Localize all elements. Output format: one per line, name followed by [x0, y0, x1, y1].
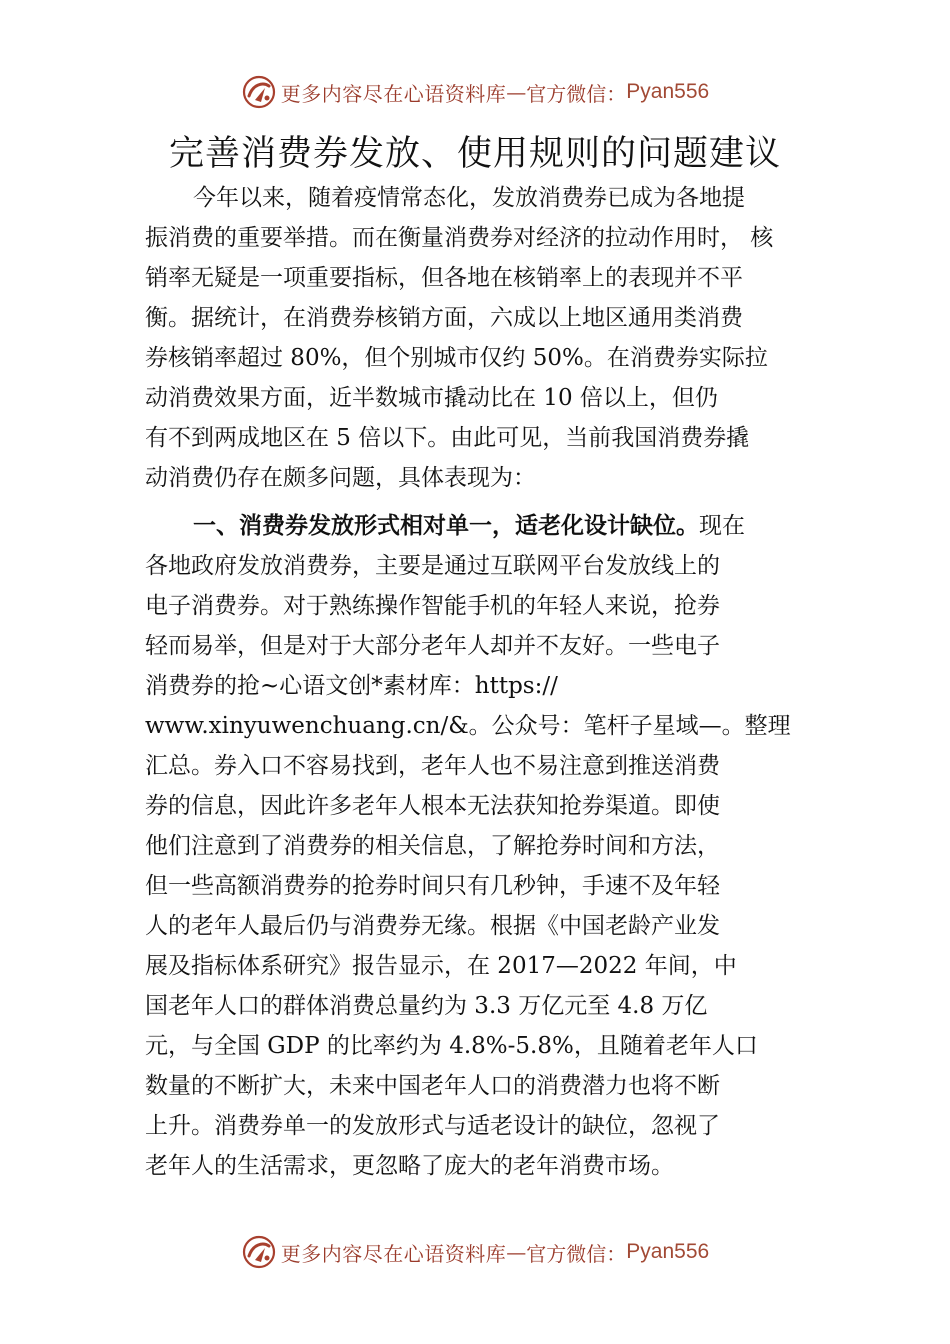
text-line: 电子消费券。对于熟练操作智能手机的年轻人来说，抢券: [145, 593, 720, 619]
text-line: 券的信息，因此许多老年人根本无法获知抢券渠道。即使: [145, 793, 720, 819]
banner-text: 更多内容尽在心语资料库: [280, 1241, 507, 1266]
text-line: 今年以来，随着疫情常态化，发放消费券已成为各地提: [193, 185, 745, 211]
paragraph-section-one: [145, 506, 835, 1186]
banner-separator: —: [506, 1240, 527, 1264]
text-line: 衡。据统计，在消费券核销方面，六成以上地区通用类消费: [145, 305, 743, 331]
text-line: [145, 506, 835, 546]
banner-wechat-id: Pyan556: [626, 1240, 710, 1263]
text-line: 动消费仍存在颇多问题，具体表现为：: [145, 465, 536, 491]
text-line: 元，与全国 GDP 的比率约为 4.8%-5.8%，且随着老年人口: [145, 1033, 758, 1059]
text-line: 汇总。券入口不容易找到，老年人也不易注意到推送消费: [145, 753, 720, 779]
document-title: 完善消费券发放、使用规则的问题建议: [168, 134, 781, 174]
text-line: 展及指标体系研究》报告显示，在 2017—2022 年间，中: [145, 953, 737, 979]
banner-wechat-label: 官方微信：: [526, 1241, 627, 1266]
header-banner: [0, 72, 950, 112]
paragraph-intro: [145, 178, 835, 498]
document-body: [145, 178, 835, 1186]
footer-banner: [0, 1232, 950, 1272]
text-line: 人的老年人最后仍与消费券无缘。根据《中国老龄产业发: [145, 913, 720, 939]
banner-separator: —: [506, 80, 527, 104]
text-line: 动消费效果方面，近半数城市撬动比在 10 倍以上，但仍: [145, 385, 718, 411]
section-text: 现在: [699, 513, 745, 539]
brand-logo-icon: [241, 74, 277, 110]
text-line: 老年人的生活需求，更忽略了庞大的老年消费市场。: [145, 1153, 674, 1179]
text-line: 国老年人口的群体消费总量约为 3.3 万亿元至 4.8 万亿: [145, 993, 708, 1019]
text-line: 消费券的抢~心语文创*素材库：https://: [145, 673, 558, 699]
text-line: 上升。消费券单一的发放形式与适老设计的缺位，忽视了: [145, 1113, 720, 1139]
text-line: 振消费的重要举措。而在衡量消费券对经济的拉动作用时， 核: [145, 225, 774, 251]
text-line: 数量的不断扩大，未来中国老年人口的消费潜力也将不断: [145, 1073, 720, 1099]
text-line: 但一些高额消费券的抢券时间只有几秒钟，手速不及年轻: [145, 873, 720, 899]
text-line: 销率无疑是一项重要指标，但各地在核销率上的表现并不平: [145, 265, 743, 291]
banner-wechat-label: 官方微信：: [526, 81, 627, 106]
banner-wechat-id: Pyan556: [626, 80, 710, 103]
brand-logo-icon: [241, 1234, 277, 1270]
text-line: 他们注意到了消费券的相关信息，了解抢券时间和方法，: [145, 833, 720, 859]
text-line: 各地政府发放消费券，主要是通过互联网平台发放线上的: [145, 553, 720, 579]
text-line: 轻而易举，但是对于大部分老年人却并不友好。一些电子: [145, 633, 720, 659]
text-line: 有不到两成地区在 5 倍以下。由此可见，当前我国消费券撬: [145, 425, 750, 451]
section-heading: 一、消费券发放形式相对单一，适老化设计缺位。: [193, 513, 699, 539]
banner-text: 更多内容尽在心语资料库: [280, 81, 507, 106]
text-line: 券核销率超过 80%，但个别城市仅约 50%。在消费券实际拉: [145, 345, 768, 371]
text-line: www.xinyuwenchuang.cn/&。公众号：笔杆子星域—。整理: [145, 713, 791, 739]
